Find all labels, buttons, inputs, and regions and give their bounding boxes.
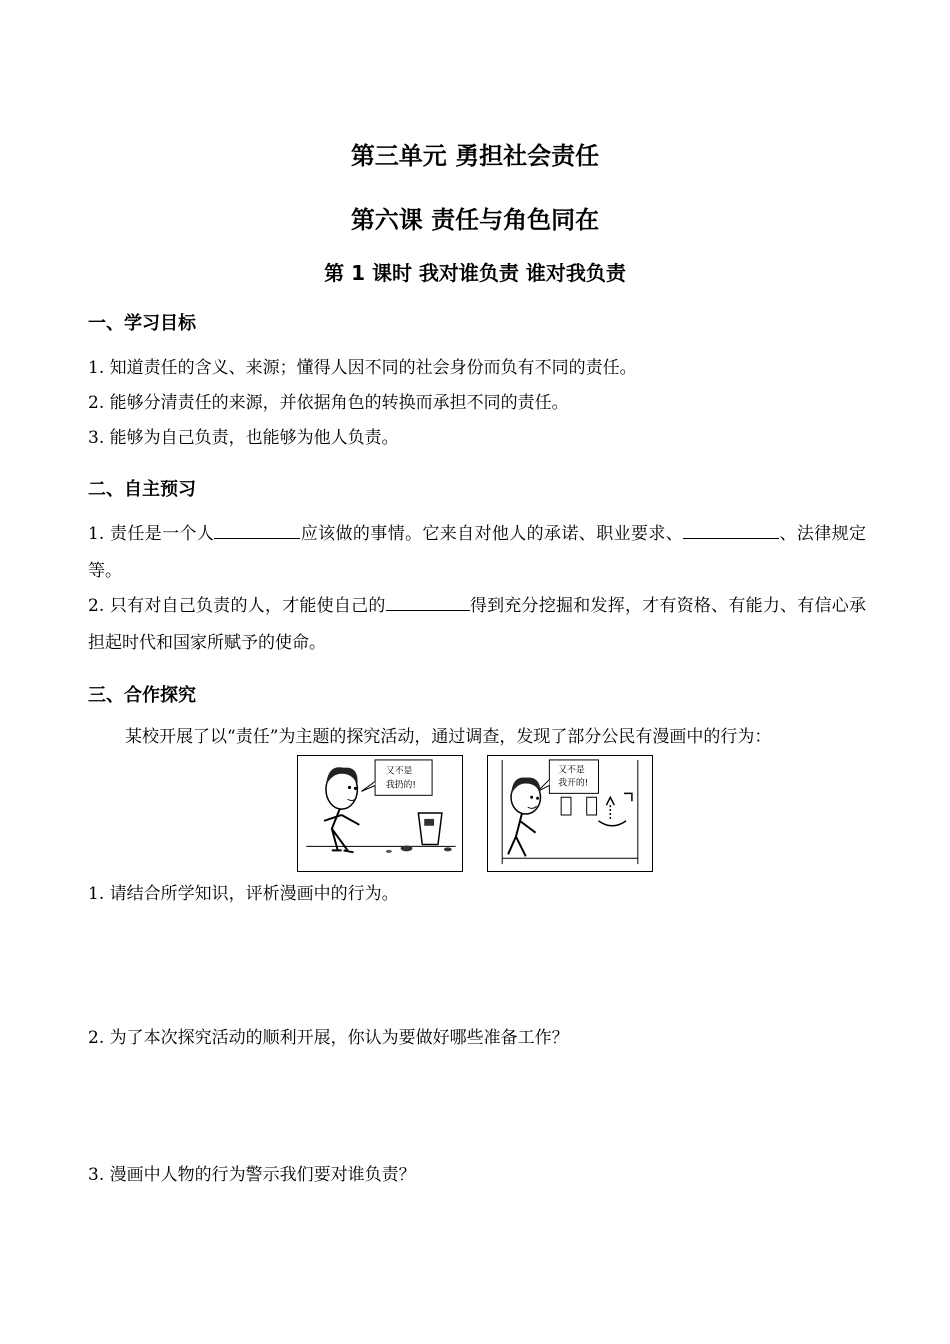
preview-q2-part-a: 2. 只有对自己负责的人，才能使自己的 bbox=[88, 596, 386, 616]
answer-blank-3[interactable] bbox=[386, 592, 470, 611]
unit-title: 第三单元 勇担社会责任 bbox=[350, 142, 600, 170]
section-heading-explore: 三、合作探究 bbox=[88, 685, 196, 706]
period-title: 第 1 课时 我对谁负责 谁对我负责 bbox=[324, 261, 626, 285]
preview-question-1 bbox=[88, 516, 866, 590]
lesson-title: 第六课 责任与角色同在 bbox=[350, 206, 600, 234]
preview-q1-part-c: 、法律规定等。 bbox=[88, 524, 867, 581]
preview-q1-part-b: 应该做的事情。它来自对他人的承诺、职业要求、 bbox=[300, 524, 684, 544]
goal-item-2: 2. 能够分清责任的来源，并依据角色的转换而承担不同的责任。 bbox=[88, 393, 569, 413]
explore-question-1: 1. 请结合所学知识，评析漫画中的行为。 bbox=[88, 884, 399, 904]
comic-litter-drawing bbox=[298, 756, 462, 871]
comic-litter-bubble-line2: 我扔的! bbox=[385, 780, 416, 791]
comic-faucet bbox=[487, 755, 653, 872]
answer-blank-1[interactable] bbox=[214, 520, 300, 539]
preview-q1-part-a: 1. 责任是一个人 bbox=[88, 524, 215, 544]
comic-faucet-drawing bbox=[488, 756, 652, 871]
comic-litter-bubble-line1: 又不是 bbox=[385, 766, 413, 777]
section-heading-preview: 二、自主预习 bbox=[88, 479, 196, 500]
section-heading-goals: 一、学习目标 bbox=[88, 313, 196, 334]
explore-intro: 某校开展了以“责任”为主题的探究活动，通过调查，发现了部分公民有漫画中的行为： bbox=[125, 727, 772, 747]
preview-question-2 bbox=[88, 588, 866, 662]
preview-q2-part-b: 得到充分挖掘和发挥，才有资格、有能力、有信心承担起时代和国家所赋予的使命。 bbox=[88, 596, 866, 653]
comic-litter bbox=[297, 755, 463, 872]
goal-item-3: 3. 能够为自己负责，也能够为他人负责。 bbox=[88, 428, 399, 448]
goal-item-1: 1. 知道责任的含义、来源；懂得人因不同的社会身份而负有不同的责任。 bbox=[88, 358, 637, 378]
explore-question-2: 2. 为了本次探究活动的顺利开展，你认为要做好哪些准备工作？ bbox=[88, 1028, 569, 1048]
answer-blank-2[interactable] bbox=[683, 520, 779, 539]
comic-faucet-bubble-line2: 我开的! bbox=[558, 778, 589, 789]
explore-question-3: 3. 漫画中人物的行为警示我们要对谁负责？ bbox=[88, 1165, 416, 1185]
comic-faucet-bubble-line1: 又不是 bbox=[558, 765, 585, 776]
